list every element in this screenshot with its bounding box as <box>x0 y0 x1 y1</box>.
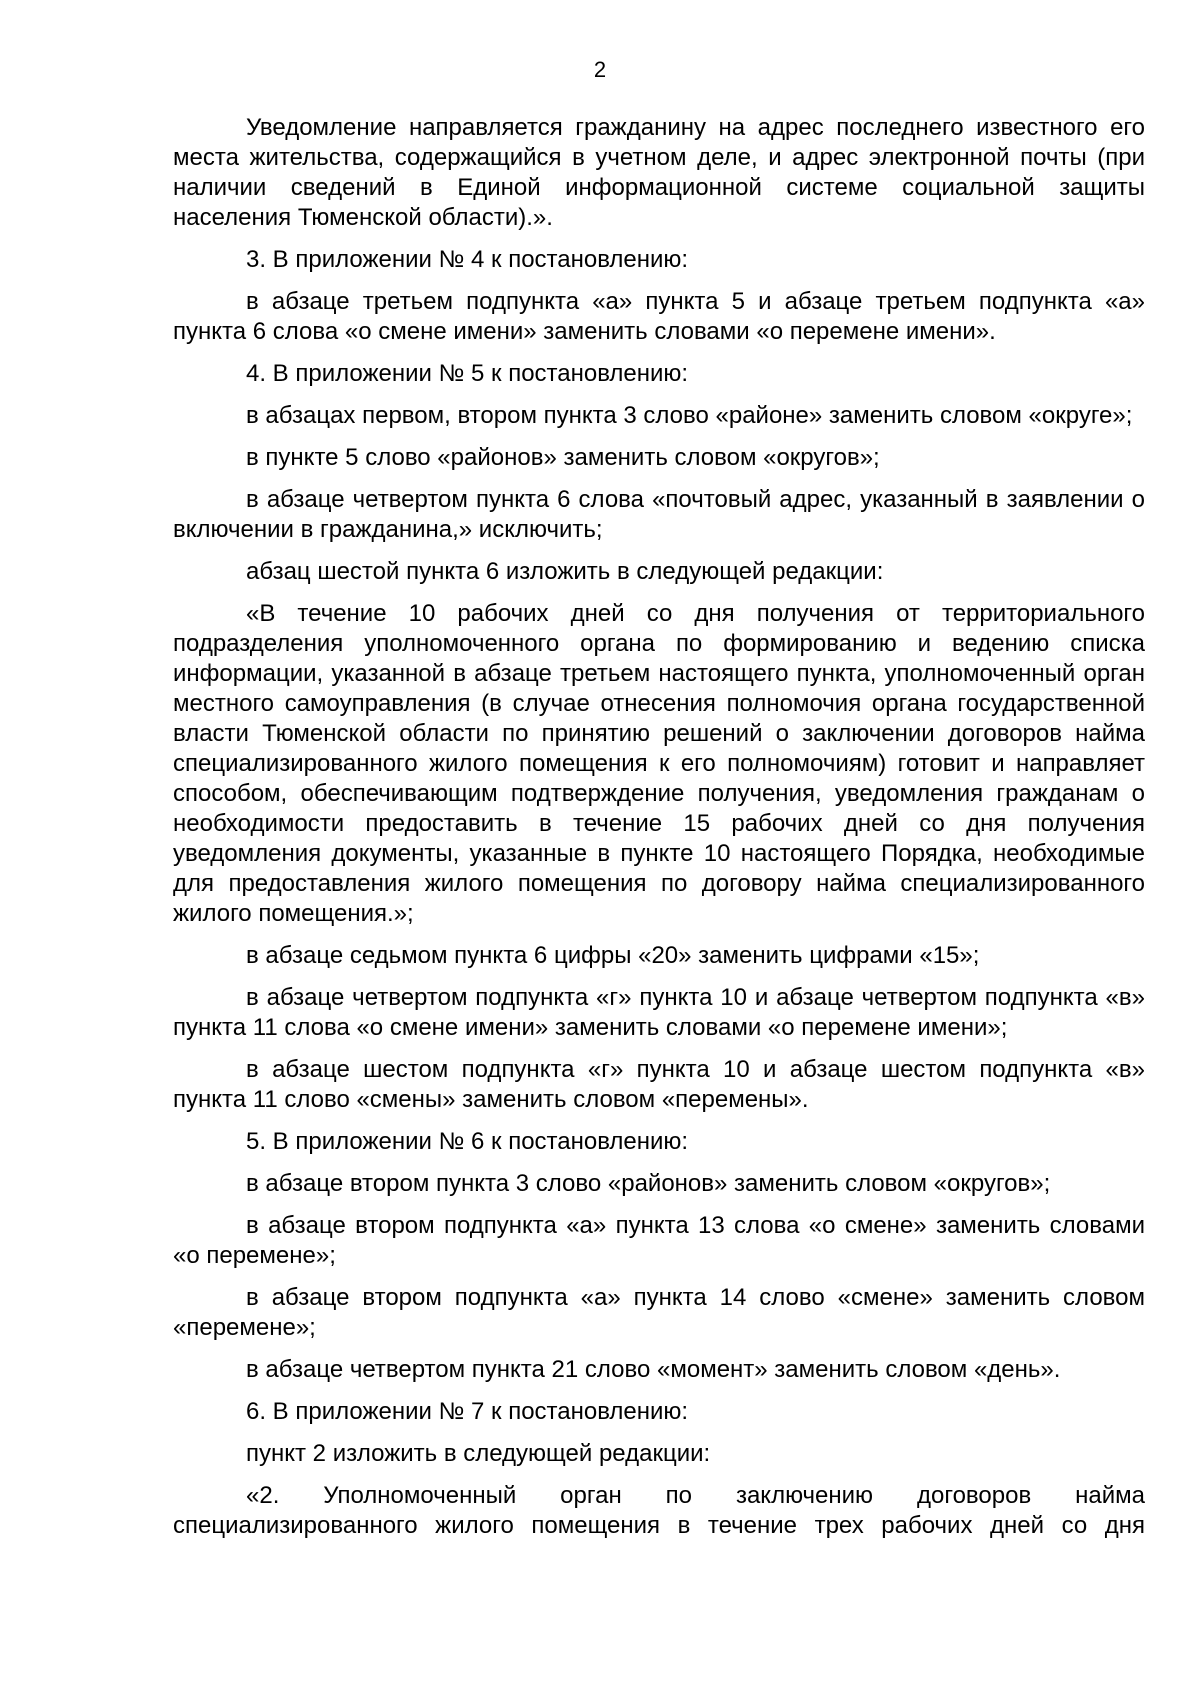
paragraph-item-6: 6. В приложении № 7 к постановлению: <box>246 1398 689 1425</box>
paragraph-item-3: 3. В приложении № 4 к постановлению: <box>246 246 689 273</box>
paragraph-item-4-change-5: в абзаце седьмом пункта 6 цифры «20» заменить цифрами «15»; <box>246 942 980 969</box>
paragraph-item-5-change-1: в абзаце втором пункта 3 слово «районов» заменить словом «округов»; <box>246 1170 1051 1197</box>
document-body <box>173 113 1145 1553</box>
paragraph-item-5-change-4: в абзаце четвертом пункта 21 слово «момент» заменить словом «день». <box>246 1356 1061 1383</box>
paragraph-item-4-change-3: в абзаце четвертом пункта 6 слова «почтовый адрес, указанный в заявлении о включении в гражданина,» исключить; <box>173 486 1145 543</box>
paragraph-item-6-quoted-start: «2. Уполномоченный орган по заключению договоров найма специализированного жилого помещения в течение трех рабочих дней со дня <box>173 1482 1145 1539</box>
paragraph-item-5-change-2: в абзаце втором подпункта «а» пункта 13 слова «о смене» заменить словами «о перемене»; <box>173 1212 1145 1269</box>
paragraph-item-5: 5. В приложении № 6 к постановлению: <box>246 1128 689 1155</box>
paragraph-item-6-change-1: пункт 2 изложить в следующей редакции: <box>246 1440 711 1467</box>
paragraph-item-4-change-1: в абзацах первом, втором пункта 3 слово «районе» заменить словом «округе»; <box>246 402 1133 429</box>
paragraph-quoted-text: «В течение 10 рабочих дней со дня получения от территориального подразделения уполномоченного органа по формированию и ведению списка информации, указанной в абзаце третьем настоящего пункта, уполномоченный орган местного самоуправления (в случае отнесения полномочия органа государственной власти Тюменской области по принятию решений о заключении договоров найма специализированного жилого помещения к его полномочиям) готовит и направляет способом, обеспечивающим подтверждение получения, уведомления гражданам о необходимости предоставить в течение 15 рабочих дней со дня получения уведомления документы, указанные в пункте 10 настоящего Порядка, необходимые для предоставления жилого помещения по договору найма специализированного жилого помещения.»; <box>173 600 1145 927</box>
paragraph-item-3-change: в абзаце третьем подпункта «а» пункта 5 и абзаце третьем подпункта «а» пункта 6 слова «о смене имени» заменить словами «о перемене имени». <box>173 288 1145 345</box>
paragraph-item-4-change-6: в абзаце четвертом подпункта «г» пункта 10 и абзаце четвертом подпункта «в» пункта 11 слова «о смене имени» заменить словами «о перемене имени»; <box>173 984 1145 1041</box>
paragraph-item-4-change-2: в пункте 5 слово «районов» заменить словом «округов»; <box>246 444 880 471</box>
paragraph-notification: Уведомление направляется гражданину на адрес последнего известного его места жительства, содержащийся в учетном деле, и адрес электронной почты (при наличии сведений в Единой информационной системе социальной защиты населения Тюменской области).». <box>173 114 1145 231</box>
paragraph-item-4-change-4: абзац шестой пункта 6 изложить в следующей редакции: <box>246 558 884 585</box>
paragraph-item-4-change-7: в абзаце шестом подпункта «г» пункта 10 и абзаце шестом подпункта «в» пункта 11 слово «смены» заменить словом «перемены». <box>173 1056 1145 1113</box>
paragraph-item-5-change-3: в абзаце втором подпункта «а» пункта 14 слово «смене» заменить словом «перемене»; <box>173 1284 1145 1341</box>
paragraph-item-4: 4. В приложении № 5 к постановлению: <box>246 360 689 387</box>
page-number: 2 <box>593 57 607 82</box>
